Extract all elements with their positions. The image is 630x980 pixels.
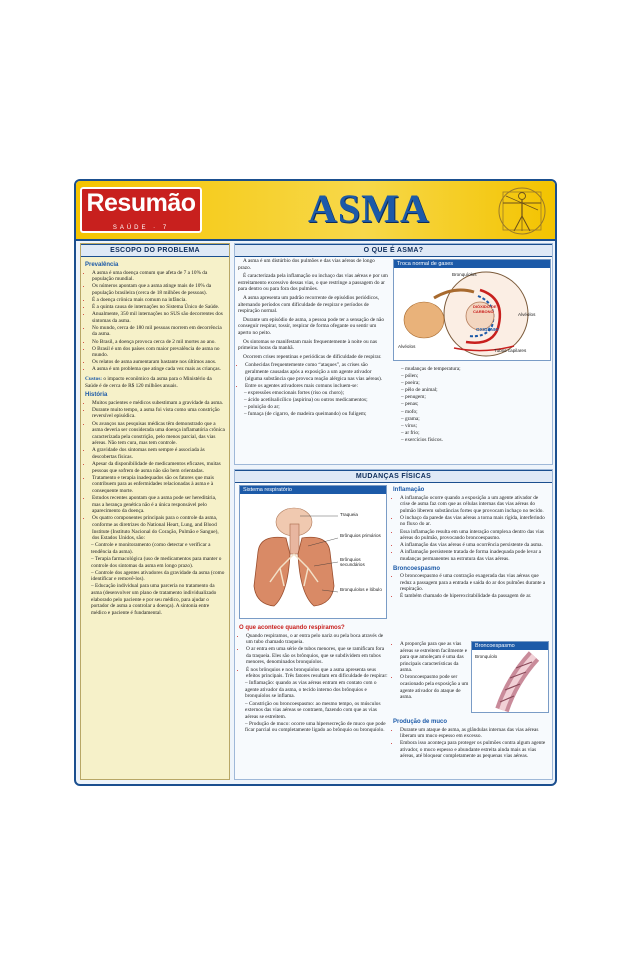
list-item: – poeira;: [401, 380, 545, 387]
label-tubos-capilares: Tubos capilares: [494, 348, 527, 353]
list-item: • No Brasil, a doença provoca cerca de 2 mil mortes ao ano.: [92, 339, 225, 346]
list-item: • A asma é uma doença comum que afeta de 7 a 10% da população mundial.: [92, 270, 225, 283]
list-item: – Controle dos agentes ativadores da gravidade da asma (como identificar e removê-los).: [91, 570, 225, 583]
oque-text: [238, 258, 388, 418]
broncoespasmo-figure: [471, 641, 549, 713]
label-oxigenio: OXIGÊNIO: [476, 327, 499, 332]
section-title-escopo: ESCOPO DO PROBLEMA: [81, 244, 229, 257]
list-item: • O broncoespasmo é uma contração exagerada das vias aéreas que reduz a passagem para a entrada e saída do ar dos pulmões durante a respiração.: [400, 573, 549, 593]
list-item: • É nos brônquios e nos bronquíolos que a asma apresenta seus efeitos principais. Três fatores resultam em dificuldade de respirar:: [246, 667, 389, 680]
paragraph: A asma é um distúrbio dos pulmões e das vias aéreas de longo prazo.: [238, 258, 375, 271]
paragraph: É caracterizada pela inflamação ou inchaço das vias aéreas e por um estreitamento excessivo dessas vias, o que restringe a passagem do ar para dentro ou para fora dos pulmões.: [238, 273, 388, 293]
custos-paragraph: [85, 376, 225, 389]
list-item: • Apesar da disponibilidade de medicamentos eficazes, muitas pessoas que sofrem de asma não são bem orientadas.: [92, 461, 225, 474]
inflamacao-title: Inflamação: [393, 487, 425, 493]
paragraph: Ocorrem crises repentinas e periódicas de dificuldade de respirar.: [243, 353, 382, 360]
list-item: • É a doença crônica mais comum na infância.: [92, 297, 225, 304]
label-traqueia: Traqueia: [340, 512, 358, 517]
section-title-mudancas: MUDANÇAS FÍSICAS: [235, 470, 552, 483]
gas-exchange-figure: [393, 259, 551, 361]
muco-list: [393, 727, 549, 760]
list-item: • Anualmente, 350 mil internações no SUS são decorrentes dos sintomas da asma.: [92, 311, 225, 324]
list-item: – expressões emocionais fortes (riso ou choro);: [244, 390, 388, 397]
inflamacao-list: [393, 495, 549, 563]
list-item: • Os avanços nas pesquisas médicas têm demonstrado que a asma deveria ser considerada uma doença inflamatória crônica caracterizada pela constrição, pelo menos parcial, das vias aéreas. Não tem cura, mas tem controle.: [92, 421, 225, 447]
respiratory-system-figure: [239, 485, 387, 619]
lungs-illustration: [240, 494, 386, 618]
list-item: • Os números apontam que a asma atinge mais de 10% da população brasileira (cerca de 18 milhões de pessoas).: [92, 283, 225, 296]
list-item: • O Brasil é um dos países com maior prevalência de asma no mundo.: [92, 346, 225, 359]
historia-title: História: [85, 392, 108, 399]
page-title: ASMA: [308, 186, 430, 231]
custos-label: Custos:: [85, 376, 103, 382]
respiracao-content: [239, 622, 389, 735]
label-bronquiolos-lobulo: Bronquíolos e lóbulo: [340, 587, 382, 592]
label-bronquiolo: Bronquíolo: [475, 654, 498, 659]
list-item: – mofo;: [401, 409, 545, 416]
section-title-oque: O QUE É ASMA?: [235, 244, 552, 257]
list-item: • É a quinta causa de internações no Sistema Único de Saúde.: [92, 304, 225, 311]
list-item: – Constrição ou broncoespasmo: ao mesmo tempo, os músculos externos das vias aéreas se contraem, fazendo com que as vias aéreas se estreitem.: [245, 701, 389, 721]
list-item: • A proporção para que as vias aéreas se estreitem facilmente e para que amoleçam é uma das principais características da asma.: [400, 641, 469, 674]
list-item: – penugem;: [401, 394, 545, 401]
list-item: • A gravidade dos sintomas nem sempre é associada às descobertas físicas.: [92, 447, 225, 460]
list-item: • É também chamado de hiperexcitabilidade da passagem de ar.: [400, 593, 549, 600]
label-bronquiolos: Bronquíolos: [452, 272, 477, 277]
respiracao-list: [239, 633, 389, 680]
paragraph: Os sintomas se manifestam mais frequentemente à noite ou nas primeiras horas da manhã.: [238, 338, 378, 352]
mudancas-section: [234, 469, 553, 780]
brand-name: Resumão: [86, 189, 196, 217]
list-item: – vírus;: [401, 423, 545, 430]
list-item: – ácido acetilsalicílico (aspirina) ou outros medicamentos;: [244, 397, 388, 404]
agentes-continuation: [395, 366, 545, 444]
list-item: • Quando respiramos, o ar entra pelo nariz ou pela boca através de um tubo chamado traqueia.: [246, 633, 389, 646]
header-banner: [76, 181, 555, 241]
muco-content: [393, 716, 549, 761]
list-item: – grama;: [401, 416, 545, 423]
agentes2-list: [395, 366, 545, 444]
list-item: • Muitos pacientes e médicos subestimam a gravidade da asma.: [92, 400, 225, 407]
list-item: – Inflamação: quando as vias aéreas entram em contato com o agente ativador da asma, o tecido interno dos brônquios e bronquíolos se inflama.: [245, 680, 389, 700]
list-item: • A inflamação persistente tratada de forma inadequada pode levar a mudanças permanentes na estrutura das vias aéreas.: [400, 549, 549, 562]
brand-subtitle: SAÚDE · 7: [112, 225, 170, 231]
study-sheet: [74, 179, 557, 786]
brand-logo: [80, 187, 202, 233]
broncoespasmo-side: [393, 641, 469, 701]
fatores-list: [239, 680, 389, 734]
list-item: – ar frio;: [401, 430, 545, 437]
left-column: [80, 243, 230, 780]
list-item: – pêlo de animal;: [401, 387, 545, 394]
paragraph: A asma apresenta um padrão recorrente de episódios periódicos, alternando períodos com dificuldade de respirar e períodos de respiração normal.: [238, 294, 380, 315]
custos-text: o impacto econômico da asma para o Ministério da Saúde é de cerca de R$ 120 milhões anuais.: [85, 376, 212, 389]
figure-title: Broncoespasmo: [472, 642, 548, 650]
list-item: – penas;: [401, 401, 545, 408]
vitruvian-man-icon: [495, 183, 549, 237]
inflamacao-content: [393, 484, 549, 601]
list-item: • A inflamação ocorre quando a exposição a um agente ativador de crise de asma faz com que as células internas das vias aéreas do pulmão liberem substâncias fortes que provocam inchaço no tecido.: [400, 495, 549, 515]
list-item: – Produção de muco: ocorre uma hipersecreção de muco que pode ficar parcial ou completamente ligado ao brônquio ou bronquíolo.: [245, 721, 389, 734]
list-item: • Durante muito tempo, a asma foi vista como uma constrição reversível episódica.: [92, 407, 225, 420]
list-item: • Tratamento e terapia inadequados são os fatores que mais contribuem para as enfermidades relacionadas à asma e à consequente morte.: [92, 475, 225, 495]
figure-title: Troca normal de gases: [394, 260, 550, 268]
list-item: • Embora isso aconteça para proteger os pulmões contra algum agente ativador, o muco espesso e abundante estreita ainda mais as vias aéreas, até bloquear completamente as pequenas vias aéreas.: [400, 740, 549, 760]
broncoespasmo-list-side: [393, 641, 469, 701]
figure-title: Sistema respiratório: [240, 486, 386, 494]
prevalencia-title: Prevalência: [85, 262, 119, 268]
list-item: – fumaça (de cigarro, de madeira queimando) ou fuligem;: [244, 411, 388, 418]
list-item: • Durante um ataque de asma, as glândulas internas das vias aéreas liberam um muco espesso em excesso.: [400, 727, 549, 740]
list-item: • Entre os agentes ativadores mais comuns incluem-se:: [245, 383, 388, 390]
list-item: • Os quatro componentes principais para o controle da asma, conforme as diretrizes do National Heart, Lung, and Blood Institute (Instituto Nacional do Coração, Pulmão e Sangue), dos Estados Unidos, são:: [92, 515, 225, 541]
list-item: – poluição do ar;: [244, 404, 388, 411]
list-item: • Os relatos de asma aumentaram bastante nos últimos anos.: [92, 359, 225, 366]
list-item: – Educação individual para uma parceria no tratamento da asma (desenvolver um plano de tratamento individualizado elaborado pelo paciente e por seu médico, para ajudar o portador de asma a controlar a doença). A sintonia entre médico e paciente é fundamental.: [91, 583, 225, 616]
list-item: – Terapia farmacológica (uso de medicamentos para manter o controle dos sintomas da asma em longo prazo).: [91, 556, 225, 569]
list-item: – Controle e monitoramento (como detectar e verificar a tendência da asma).: [91, 542, 225, 555]
oque-acontece-title: O que acontece quando respiramos?: [239, 625, 345, 631]
list-item: • Essa inflamação resulta em uma interação complexa dentro das vias aéreas do pulmão, provocando broncoespasmo.: [400, 529, 549, 542]
oque-section: [234, 243, 553, 465]
list-item: – pólen;: [401, 373, 545, 380]
prevalencia-list: [85, 270, 225, 373]
bronchiole-illustration: [472, 650, 548, 712]
componentes-list: [85, 542, 225, 616]
list-item: – exercícios físicos.: [401, 437, 545, 444]
list-item: • Estudos recentes apontam que a asma pode ser hereditária, mas a herança genética não é a única responsável pelo aparecimento da doença.: [92, 495, 225, 515]
list-item: • Conhecidas frequentemente como “ataques”, as crises são geralmente causadas após a exposição a um agente ativador (alguma substância que provoca reação alérgica nas vias aéreas).: [245, 362, 388, 382]
oque-bullets: [238, 362, 388, 389]
label-dioxido: DIÓXIDO DE CARBONO: [473, 304, 497, 314]
list-item: – mudanças de temperatura;: [401, 366, 545, 373]
label-alveolos-left: Alvéolos: [398, 344, 416, 349]
label-bronquios-secundarios: Brônquios secundários: [340, 557, 365, 567]
label-alveolos-right: Alvéolos: [518, 312, 536, 317]
right-column: [234, 243, 553, 780]
agentes-list: [238, 390, 388, 418]
escopo-content: [81, 257, 229, 616]
broncoespasmo-list-top: [393, 573, 549, 600]
list-item: • A asma é um problema que atinge cada vez mais as crianças.: [92, 366, 225, 373]
list-item: • O ar entra em uma série de tubos menores, que se ramificam fora da traqueia. Eles são os brônquios, que se subdividem em tubos menores, denominados bronquíolos.: [246, 646, 389, 666]
list-item: • A inflamação das vias aéreas é uma ocorrência persistente da asma.: [400, 542, 549, 549]
list-item: • No mundo, cerca de 180 mil pessoas morrem em decorrência da asma.: [92, 325, 225, 338]
muco-title: Produção de muco: [393, 719, 448, 725]
list-item: • O broncoespasmo pode ser ocasionado pela exposição a um agente ativador do ataque de asma.: [400, 674, 469, 700]
broncoespasmo-title: Broncoespasmo: [393, 565, 441, 572]
historia-list: [85, 400, 225, 542]
paragraph: Durante um episódio de asma, a pessoa pode ter a sensação de não conseguir respirar, tossir, respirar de forma ofegante ou sentir um aperto no peito.: [238, 316, 385, 336]
label-bronquios-primarios: Brônquios primários: [340, 533, 381, 538]
list-item: • O inchaço da parede das vias aéreas a torna mais rígida, interferindo no fluxo do ar.: [400, 515, 549, 528]
